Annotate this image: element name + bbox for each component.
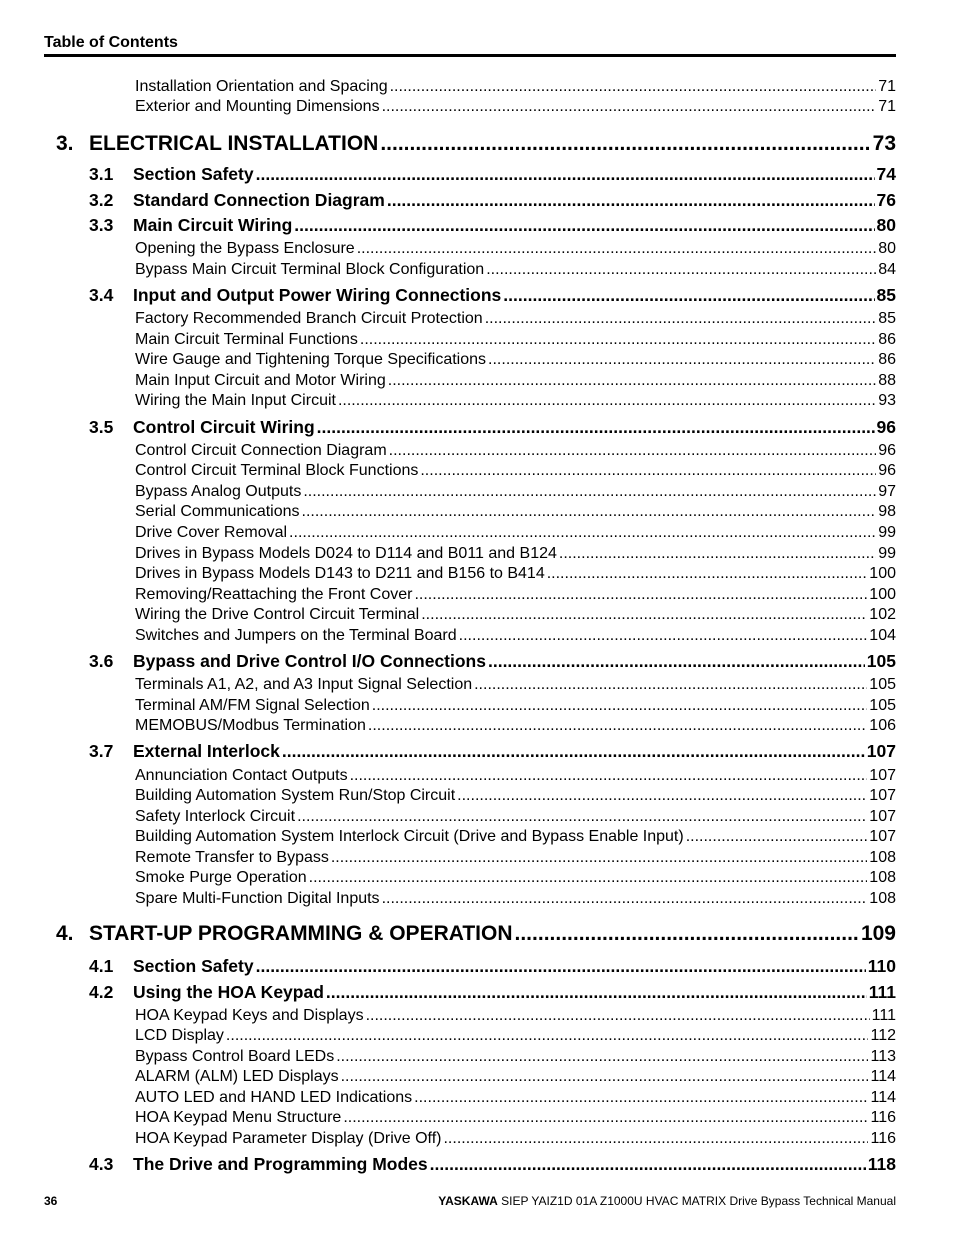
toc-entry-sub[interactable] — [135, 828, 896, 846]
toc-entry-sub[interactable] — [135, 849, 896, 867]
toc-entry-page: 111 — [871, 1007, 896, 1024]
toc-entry-title: Serial Communications — [135, 503, 300, 520]
toc-entry-page: 100 — [869, 565, 896, 582]
toc-entry-sub[interactable] — [135, 606, 896, 624]
toc-leader-dots — [388, 372, 876, 390]
toc-leader-dots — [459, 627, 868, 645]
toc-entry-sub[interactable] — [135, 261, 896, 279]
toc-entry-title: Wiring the Drive Control Circuit Terminal — [135, 606, 420, 623]
toc-leader-dots — [389, 442, 877, 460]
toc-entry-number: 4.2 — [89, 982, 114, 1002]
toc-entry-sub[interactable] — [135, 676, 896, 694]
toc-entry-page: 76 — [876, 190, 896, 210]
toc-entry-title: Control Circuit Wiring — [133, 417, 315, 437]
toc-leader-dots — [309, 869, 868, 887]
toc-entry-title: The Drive and Programming Modes — [133, 1154, 428, 1174]
toc-entry-title: Opening the Bypass Enclosure — [135, 240, 355, 257]
toc-leader-dots — [430, 1154, 866, 1175]
toc-entry-title: Bypass Main Circuit Terminal Block Configuration — [135, 261, 485, 278]
toc-entry-sec[interactable] — [89, 190, 896, 211]
toc-entry-page: 112 — [870, 1027, 896, 1044]
toc-entry-number: 4.3 — [89, 1154, 114, 1174]
toc-entry-sub[interactable] — [135, 98, 896, 116]
toc-entry-title: Wire Gauge and Tightening Torque Specifications — [135, 351, 487, 368]
toc-entry-title: Building Automation System Interlock Circuit (Drive and Bypass Enable Input) — [135, 828, 684, 845]
toc-entry-title: START-UP PROGRAMMING & OPERATION — [89, 922, 513, 945]
toc-entry-page: 80 — [878, 240, 896, 257]
toc-entry-sec[interactable] — [89, 1154, 896, 1175]
toc-entry-sec[interactable] — [89, 285, 896, 306]
toc-entry-page: 96 — [878, 462, 896, 479]
toc-entry-title: Terminal AM/FM Signal Selection — [135, 697, 370, 714]
toc-entry-sub[interactable] — [135, 787, 896, 805]
toc-entry-sub[interactable] — [135, 524, 896, 542]
toc-entry-title: Building Automation System Run/Stop Circuit — [135, 787, 456, 804]
toc-entry-sec[interactable] — [89, 982, 896, 1003]
toc-leader-dots — [421, 606, 867, 624]
toc-entry-sec[interactable] — [89, 164, 896, 185]
toc-entry-title: Standard Connection Diagram — [133, 190, 385, 210]
header-title: Table of Contents — [44, 34, 178, 51]
toc-leader-dots — [256, 164, 875, 185]
toc-entry-chap[interactable] — [56, 922, 896, 946]
toc-entry-title: Removing/Reattaching the Front Cover — [135, 586, 413, 603]
toc-entry-page: 105 — [866, 651, 896, 671]
toc-entry-page: 107 — [869, 828, 896, 845]
toc-entry-title: Bypass Analog Outputs — [135, 483, 302, 500]
toc-entry-page: 71 — [878, 78, 896, 95]
toc-entry-page: 74 — [876, 164, 896, 184]
toc-entry-title: Main Circuit Wiring — [133, 215, 293, 235]
toc-entry-page: 85 — [876, 285, 896, 305]
toc-entry-sub[interactable] — [135, 586, 896, 604]
toc-entry-page: 85 — [878, 310, 896, 327]
toc-entry-page: 80 — [876, 215, 896, 235]
toc-entry-page: 84 — [878, 261, 896, 278]
toc-entry-title: Control Circuit Connection Diagram — [135, 442, 387, 459]
toc-entry-sub[interactable] — [135, 1068, 896, 1086]
toc-leader-dots — [326, 982, 867, 1003]
toc-entry-title: Bypass Control Board LEDs — [135, 1048, 335, 1065]
toc-entry-sub[interactable] — [135, 767, 896, 785]
toc-entry-page: 107 — [866, 741, 896, 761]
toc-leader-dots — [297, 808, 867, 826]
footer-doc-title — [438, 1194, 896, 1208]
toc-entry-title: Using the HOA Keypad — [133, 982, 324, 1002]
toc-entry-title: HOA Keypad Keys and Displays — [135, 1007, 364, 1024]
toc-entry-title: Terminals A1, A2, and A3 Input Signal Selection — [135, 676, 473, 693]
toc-entry-sub[interactable] — [135, 697, 896, 715]
toc-entry-page: 86 — [878, 331, 896, 348]
toc-entry-title: HOA Keypad Menu Structure — [135, 1109, 342, 1126]
toc-leader-dots — [282, 741, 865, 762]
toc-leader-dots — [515, 922, 859, 946]
toc-entry-page: 98 — [878, 503, 896, 520]
toc-leader-dots — [387, 190, 875, 211]
toc-leader-dots — [488, 351, 876, 369]
toc-leader-dots — [486, 261, 876, 279]
toc-leader-dots — [256, 956, 866, 977]
footer-page-number: 36 — [44, 1194, 58, 1208]
toc-entry-sub[interactable] — [135, 565, 896, 583]
toc-entry-page: 86 — [878, 351, 896, 368]
toc-entry-sub[interactable] — [135, 869, 896, 887]
toc-entry-sub[interactable] — [135, 1007, 896, 1025]
toc-leader-dots — [338, 392, 876, 410]
toc-entry-sub[interactable] — [135, 890, 896, 908]
toc-entry-sec[interactable] — [89, 651, 896, 672]
toc-leader-dots — [457, 787, 867, 805]
toc-entry-sub[interactable] — [135, 442, 896, 460]
toc-leader-dots — [350, 767, 868, 785]
toc-leader-dots — [294, 215, 874, 236]
toc-entry-number: 3.3 — [89, 215, 114, 235]
toc-entry-sub[interactable] — [135, 331, 896, 349]
toc-entry-sub[interactable] — [135, 717, 896, 735]
toc-leader-dots — [360, 331, 876, 349]
toc-entry-title: HOA Keypad Parameter Display (Drive Off) — [135, 1130, 442, 1147]
toc-entry-page: 104 — [869, 627, 896, 644]
toc-entry-page: 107 — [869, 808, 896, 825]
toc-entry-number: 4.1 — [89, 956, 114, 976]
toc-entry-title: Drives in Bypass Models D024 to D114 and B011 and B124 — [135, 545, 557, 562]
toc-entry-title: Main Input Circuit and Motor Wiring — [135, 372, 386, 389]
toc-entry-title: Bypass and Drive Control I/O Connections — [133, 651, 486, 671]
toc-entry-page: 116 — [870, 1109, 896, 1126]
toc-entry-page: 110 — [867, 956, 896, 976]
toc-entry-page: 107 — [869, 787, 896, 804]
toc-entry-sub[interactable] — [135, 1089, 896, 1107]
toc-entry-page: 116 — [870, 1130, 896, 1147]
toc-entry-number: 3.5 — [89, 417, 114, 437]
toc-entry-number: 3.6 — [89, 651, 114, 671]
toc-entry-sub[interactable] — [135, 483, 896, 501]
toc-leader-dots — [289, 524, 876, 542]
toc-entry-page: 118 — [867, 1154, 896, 1174]
toc-entry-sub[interactable] — [135, 351, 896, 369]
toc-entry-page: 96 — [876, 417, 896, 437]
toc-entry-page: 97 — [878, 483, 896, 500]
toc-entry-sub[interactable] — [135, 1109, 896, 1127]
toc-entry-title: Installation Orientation and Spacing — [135, 78, 388, 95]
toc-entry-title: External Interlock — [133, 741, 280, 761]
toc-entry-sub[interactable] — [135, 240, 896, 258]
toc-leader-dots — [317, 417, 875, 438]
toc-entry-title: Control Circuit Terminal Block Functions — [135, 462, 419, 479]
toc-entry-title: LCD Display — [135, 1027, 224, 1044]
toc-leader-dots — [331, 849, 867, 867]
toc-entry-sec[interactable] — [89, 215, 896, 236]
toc-entry-sub[interactable] — [135, 627, 896, 645]
toc-leader-dots — [414, 1089, 868, 1107]
toc-entry-title: MEMOBUS/Modbus Termination — [135, 717, 366, 734]
toc-entry-page: 114 — [870, 1068, 896, 1085]
toc-entry-title: Section Safety — [133, 956, 254, 976]
toc-entry-title: ALARM (ALM) LED Displays — [135, 1068, 339, 1085]
toc-entry-page: 100 — [869, 586, 896, 603]
toc-leader-dots — [474, 676, 867, 694]
toc-entry-title: Input and Output Power Wiring Connections — [133, 285, 502, 305]
toc-entry-page: 99 — [878, 545, 896, 562]
toc-entry-sub[interactable] — [135, 1048, 896, 1066]
toc-entry-sec[interactable] — [89, 741, 896, 762]
toc-entry-page: 99 — [878, 524, 896, 541]
toc-entry-sub[interactable] — [135, 78, 896, 96]
toc-entry-sec[interactable] — [89, 956, 896, 977]
toc-leader-dots — [343, 1109, 868, 1127]
toc-leader-dots — [380, 132, 870, 156]
toc-entry-title: Smoke Purge Operation — [135, 869, 307, 886]
toc-leader-dots — [420, 462, 876, 480]
toc-entry-number: 3.7 — [89, 741, 114, 761]
toc-entry-sub[interactable] — [135, 808, 896, 826]
toc-leader-dots — [503, 285, 874, 306]
toc-entry-title: ELECTRICAL INSTALLATION — [89, 132, 379, 155]
toc-entry-page: 88 — [878, 372, 896, 389]
toc-leader-dots — [336, 1048, 868, 1066]
footer-title-text: SIEP YAIZ1D 01A Z1000U HVAC MATRIX Drive Bypass Technical Manual — [501, 1194, 896, 1208]
toc-leader-dots — [488, 651, 865, 672]
toc-entry-number: 3. — [56, 132, 74, 155]
toc-entry-page: 106 — [869, 717, 896, 734]
toc-entry-title: AUTO LED and HAND LED Indications — [135, 1089, 413, 1106]
toc-entry-sub[interactable] — [135, 503, 896, 521]
toc-entry-page: 96 — [878, 442, 896, 459]
toc-entry-page: 108 — [869, 869, 896, 886]
toc-entry-sub[interactable] — [135, 1027, 896, 1045]
toc-leader-dots — [390, 78, 877, 96]
toc-entry-number: 3.4 — [89, 285, 114, 305]
toc-entry-page: 111 — [868, 982, 896, 1002]
toc-leader-dots — [341, 1068, 869, 1086]
toc-entry-page: 102 — [869, 606, 896, 623]
toc-entry-page: 71 — [878, 98, 896, 115]
toc-leader-dots — [226, 1027, 869, 1045]
toc-entry-page: 114 — [870, 1089, 896, 1106]
toc-entry-title: Annunciation Contact Outputs — [135, 767, 348, 784]
toc-entry-title: Section Safety — [133, 164, 254, 184]
toc-entry-title: Exterior and Mounting Dimensions — [135, 98, 380, 115]
toc-entry-sub[interactable] — [135, 545, 896, 563]
toc-entry-page: 113 — [870, 1048, 896, 1065]
toc-entry-chap[interactable] — [56, 132, 896, 156]
toc-leader-dots — [382, 98, 877, 116]
toc-entry-sub[interactable] — [135, 462, 896, 480]
toc-entry-page: 73 — [872, 132, 896, 155]
toc-leader-dots — [303, 483, 876, 501]
toc-entry-sub[interactable] — [135, 392, 896, 410]
toc-entry-title: Wiring the Main Input Circuit — [135, 392, 336, 409]
toc-leader-dots — [302, 503, 877, 521]
toc-entry-title: Remote Transfer to Bypass — [135, 849, 329, 866]
toc-leader-dots — [443, 1130, 868, 1148]
toc-entry-number: 4. — [56, 922, 74, 945]
toc-leader-dots — [357, 240, 877, 258]
toc-entry-sub[interactable] — [135, 1130, 896, 1148]
toc-leader-dots — [686, 828, 868, 846]
toc-leader-dots — [366, 1007, 870, 1025]
toc-entry-page: 108 — [869, 849, 896, 866]
toc-leader-dots — [485, 310, 877, 328]
toc-entry-title: Safety Interlock Circuit — [135, 808, 296, 825]
toc-entry-page: 108 — [869, 890, 896, 907]
toc-leader-dots — [559, 545, 876, 563]
toc-leader-dots — [372, 697, 868, 715]
toc-entry-title: Spare Multi-Function Digital Inputs — [135, 890, 380, 907]
toc-entry-page: 105 — [869, 676, 896, 693]
footer-brand: YASKAWA — [438, 1194, 498, 1208]
toc-entry-title: Drive Cover Removal — [135, 524, 288, 541]
toc-entry-sub[interactable] — [135, 372, 896, 390]
toc-entry-page: 105 — [869, 697, 896, 714]
toc-entry-title: Drives in Bypass Models D143 to D211 and B156 to B414 — [135, 565, 545, 582]
toc-entry-page: 93 — [878, 392, 896, 409]
toc-entry-page: 109 — [860, 922, 896, 945]
toc-entry-number: 3.2 — [89, 190, 114, 210]
toc-entry-title: Main Circuit Terminal Functions — [135, 331, 358, 348]
toc-leader-dots — [414, 586, 867, 604]
toc-entry-title: Factory Recommended Branch Circuit Protection — [135, 310, 483, 327]
toc-entry-title: Switches and Jumpers on the Terminal Board — [135, 627, 457, 644]
toc-entry-sec[interactable] — [89, 417, 896, 438]
toc-leader-dots — [368, 717, 867, 735]
toc-leader-dots — [382, 890, 868, 908]
toc-entry-page: 107 — [869, 767, 896, 784]
toc-entry-number: 3.1 — [89, 164, 114, 184]
toc-entry-sub[interactable] — [135, 310, 896, 328]
toc-leader-dots — [547, 565, 868, 583]
